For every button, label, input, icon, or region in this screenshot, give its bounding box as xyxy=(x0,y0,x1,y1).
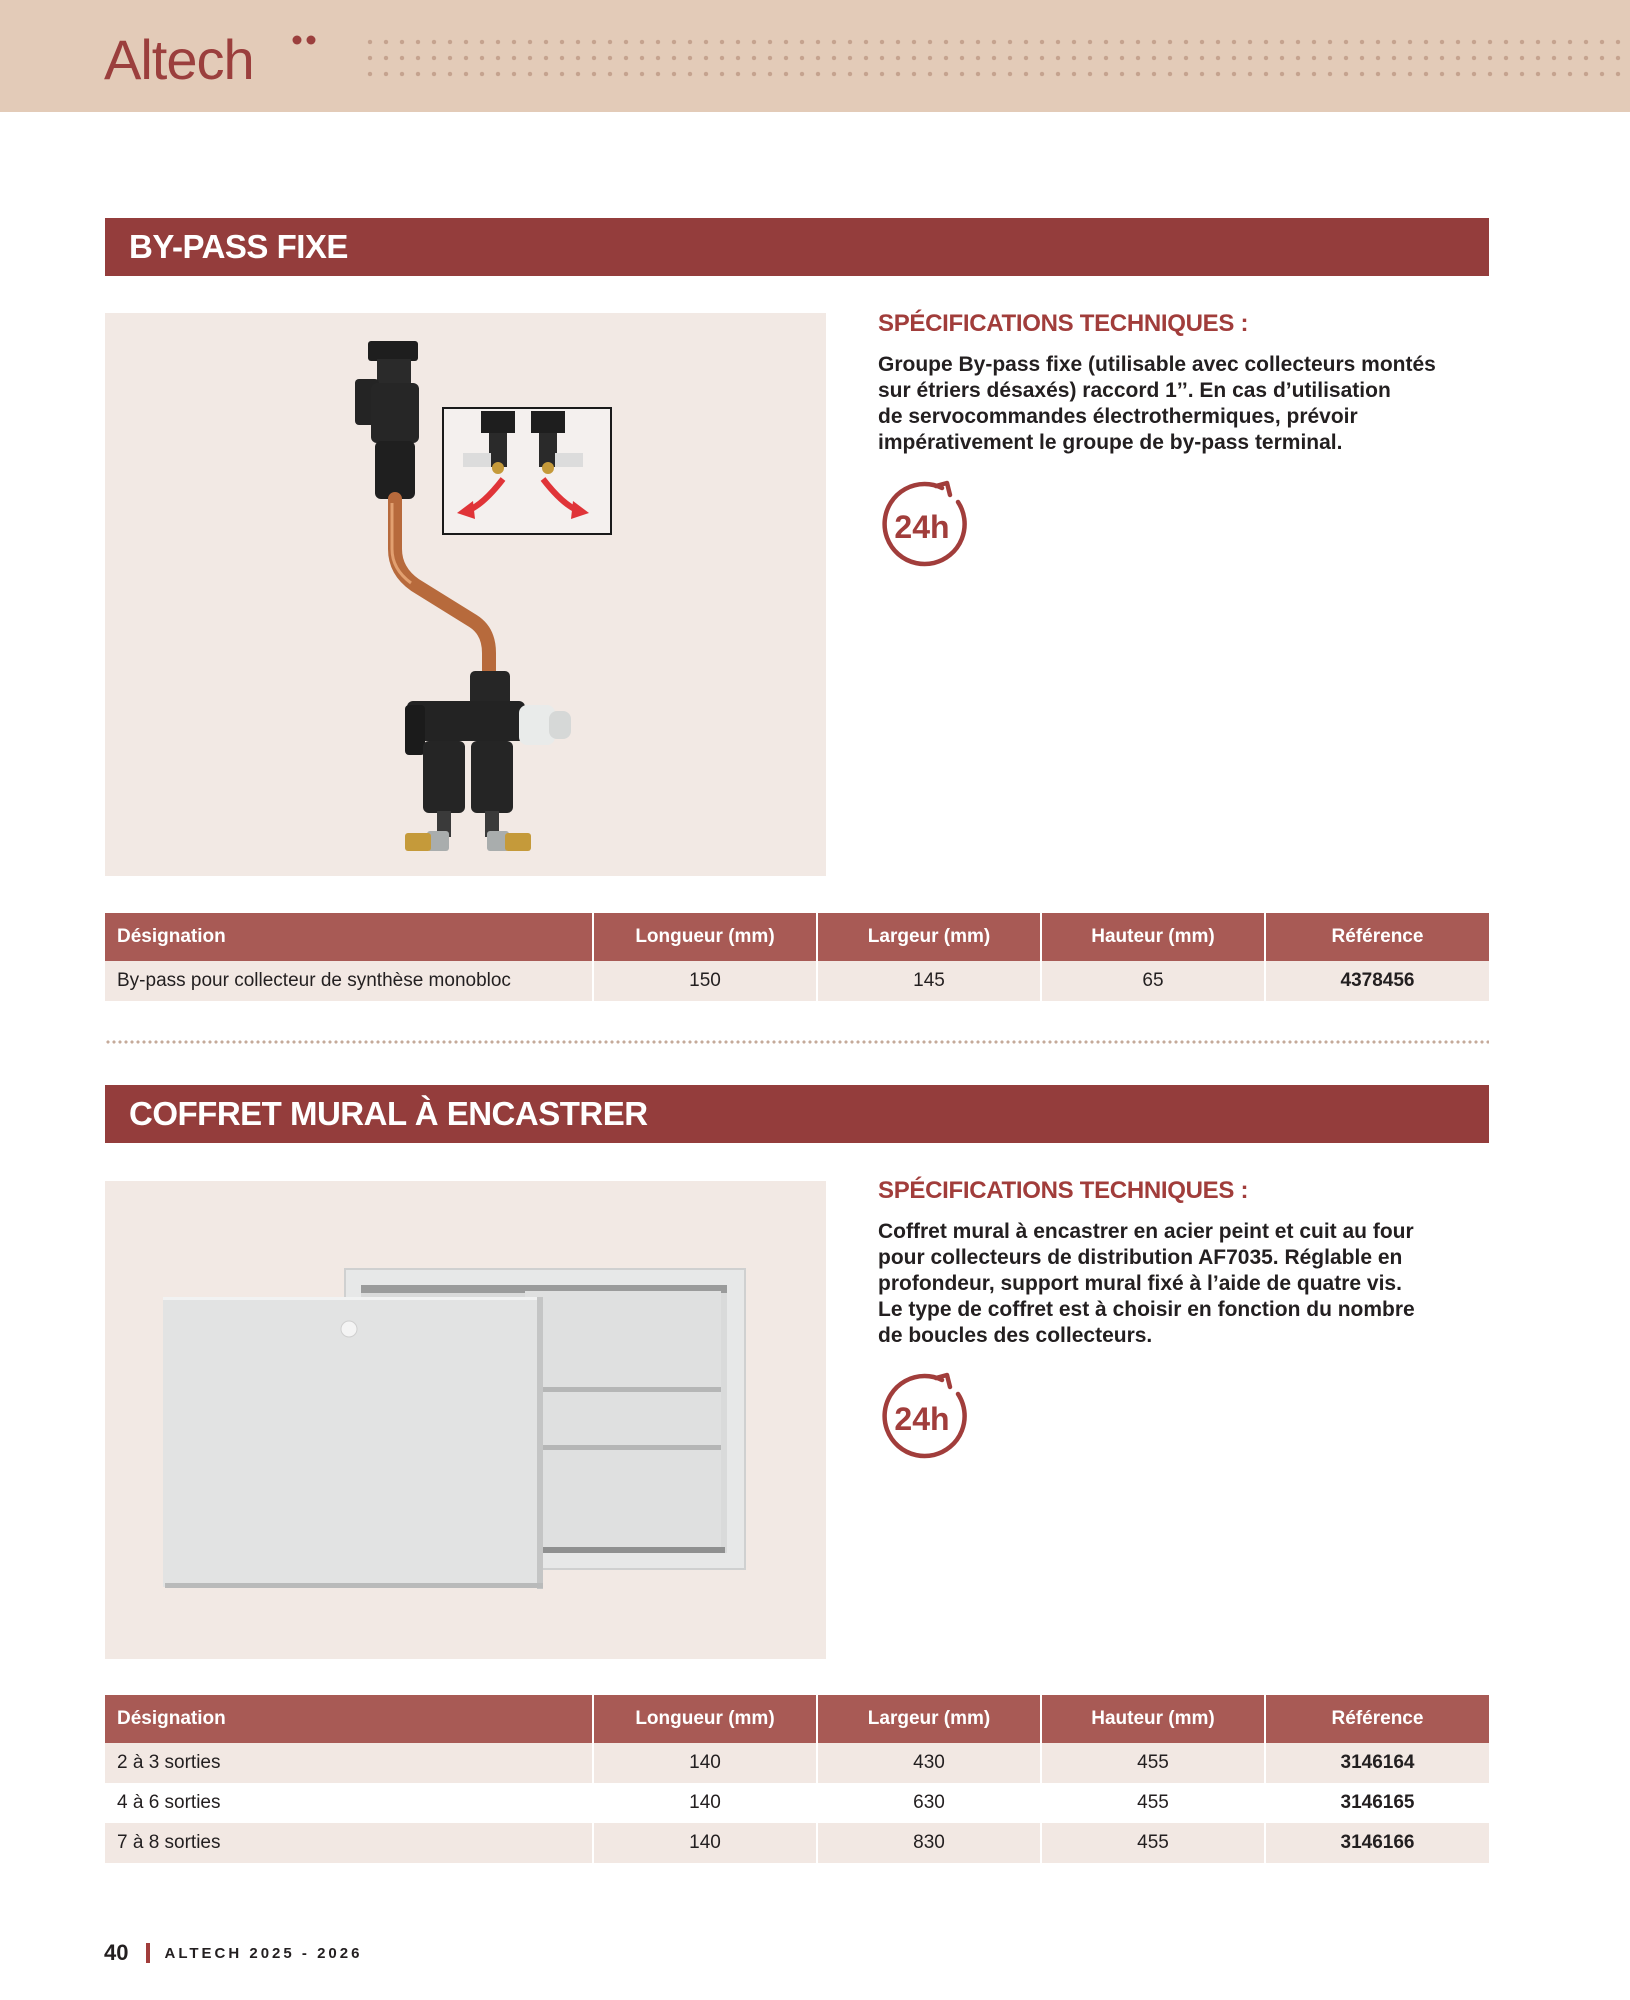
table-header-row xyxy=(105,1695,1489,1743)
spec-line: Le type de coffret est à choisir en fonction du nombre xyxy=(878,1298,1415,1321)
footer-separator xyxy=(146,1943,150,1963)
cell-hauteur: 455 xyxy=(1041,1823,1265,1863)
col-longueur: Longueur (mm) xyxy=(593,1695,817,1743)
col-longueur: Longueur (mm) xyxy=(593,913,817,961)
spec-line: Coffret mural à encastrer en acier peint et cuit au four xyxy=(878,1220,1414,1243)
cell-longueur: 140 xyxy=(593,1783,817,1823)
footer-label: ALTECH 2025 - 2026 xyxy=(164,1944,363,1962)
page-footer xyxy=(104,1938,362,1968)
cell-hauteur: 455 xyxy=(1041,1743,1265,1783)
spec-line: profondeur, support mural fixé à l’aide de quatre vis. xyxy=(878,1272,1402,1295)
coffret-table xyxy=(105,1695,1489,1863)
brand-dots-icon xyxy=(292,34,318,48)
spec-line: impérativement le groupe de by-pass terminal. xyxy=(878,431,1343,454)
bypass-table xyxy=(105,913,1489,1001)
section-divider xyxy=(105,1040,1489,1044)
badge-label: 24h xyxy=(894,1401,950,1437)
table-header-row xyxy=(105,913,1489,961)
table-row xyxy=(105,1823,1489,1863)
section-title-coffret: COFFRET MURAL À ENCASTRER xyxy=(105,1085,1489,1143)
bypass-illustration xyxy=(105,313,826,876)
spec-line: sur étriers désaxés) raccord 1’’. En cas d’utilisation xyxy=(878,379,1391,402)
section-title-bypass: BY-PASS FIXE xyxy=(105,218,1489,276)
spec-line: de boucles des collecteurs. xyxy=(878,1324,1153,1347)
cell-longueur: 140 xyxy=(593,1743,817,1783)
col-hauteur: Hauteur (mm) xyxy=(1041,1695,1265,1743)
spec-text-bypass xyxy=(878,352,1478,456)
cell-longueur: 150 xyxy=(593,961,817,1001)
cell-reference: 3146164 xyxy=(1265,1743,1489,1783)
cell-designation: By-pass pour collecteur de synthèse monobloc xyxy=(105,961,593,1001)
col-largeur: Largeur (mm) xyxy=(817,1695,1041,1743)
cell-largeur: 145 xyxy=(817,961,1041,1001)
spec-title-coffret: SPÉCIFICATIONS TECHNIQUES : xyxy=(878,1177,1249,1204)
cell-largeur: 830 xyxy=(817,1823,1041,1863)
table-row xyxy=(105,1783,1489,1823)
cell-longueur: 140 xyxy=(593,1823,817,1863)
bypass-product-image xyxy=(105,313,826,876)
cell-reference: 3146166 xyxy=(1265,1823,1489,1863)
cell-reference: 3146165 xyxy=(1265,1783,1489,1823)
col-largeur: Largeur (mm) xyxy=(817,913,1041,961)
col-reference: Référence xyxy=(1265,1695,1489,1743)
badge-label: 24h xyxy=(894,509,950,545)
cell-hauteur: 65 xyxy=(1041,961,1265,1001)
page-number: 40 xyxy=(104,1940,129,1965)
brand-logo: Altech xyxy=(104,28,254,91)
delivery-24h-icon xyxy=(876,1366,976,1466)
decorative-dot-pattern xyxy=(362,34,1630,84)
header-band xyxy=(0,0,1630,112)
cell-reference: 4378456 xyxy=(1265,961,1489,1001)
cell-hauteur: 455 xyxy=(1041,1783,1265,1823)
delivery-24h-icon xyxy=(876,474,976,574)
spec-line: pour collecteurs de distribution AF7035. Réglable en xyxy=(878,1246,1403,1269)
col-hauteur: Hauteur (mm) xyxy=(1041,913,1265,961)
cell-designation: 4 à 6 sorties xyxy=(105,1783,593,1823)
col-designation: Désignation xyxy=(105,1695,593,1743)
cell-largeur: 630 xyxy=(817,1783,1041,1823)
coffret-product-image xyxy=(105,1181,826,1659)
spec-line: de servocommandes électrothermiques, prévoir xyxy=(878,405,1358,428)
cell-largeur: 430 xyxy=(817,1743,1041,1783)
col-designation: Désignation xyxy=(105,913,593,961)
table-row xyxy=(105,1743,1489,1783)
spec-title-bypass: SPÉCIFICATIONS TECHNIQUES : xyxy=(878,310,1249,337)
coffret-illustration xyxy=(105,1181,826,1659)
col-reference: Référence xyxy=(1265,913,1489,961)
spec-line: Groupe By-pass fixe (utilisable avec collecteurs montés xyxy=(878,353,1436,376)
spec-text-coffret xyxy=(878,1219,1478,1349)
table-row xyxy=(105,961,1489,1001)
cell-designation: 2 à 3 sorties xyxy=(105,1743,593,1783)
cell-designation: 7 à 8 sorties xyxy=(105,1823,593,1863)
